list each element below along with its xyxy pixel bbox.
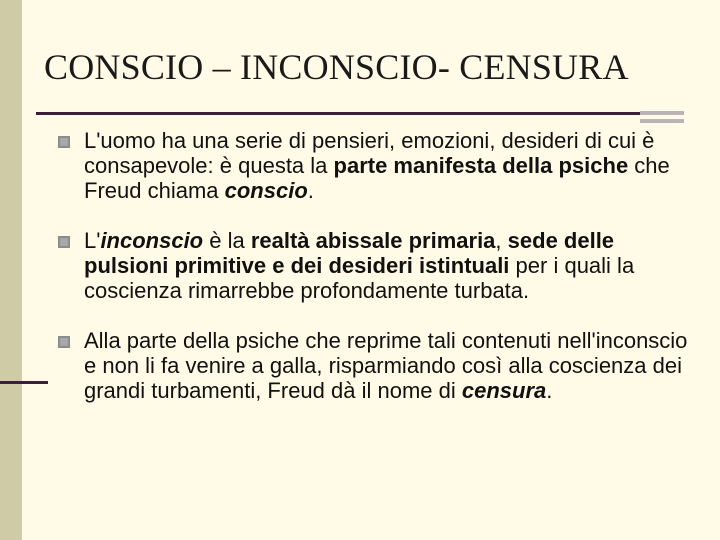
left-decorative-stripe (0, 0, 22, 540)
bullet-text-segment: . (546, 378, 553, 403)
bullet-text-segment: che Freud chiama (84, 153, 670, 203)
bullet-text (84, 328, 687, 403)
title-underline-accent (640, 111, 684, 115)
bullet-text-segment: censura (461, 378, 547, 403)
bullet-text-segment: Alla parte della psiche che reprime tali contenuti nell'inconscio e non li fa venire a galla, risparmiando così alla coscienza dei grandi turbamenti, Freud dà il nome di (84, 328, 688, 403)
square-bullet-icon (58, 136, 70, 148)
bullet-text-segment: realtà abissale primaria (250, 228, 496, 253)
square-bullet-icon (58, 236, 70, 248)
bullet-text-segment: L' (84, 228, 101, 253)
bullet-text-segment: parte manifesta della psiche (333, 153, 629, 178)
bullet-text-segment: conscio (224, 178, 308, 203)
bullet-list (58, 128, 688, 428)
bullet-text-segment: , (495, 228, 508, 253)
bullet-item (58, 128, 688, 203)
bullet-item (58, 328, 688, 403)
bullet-text (84, 228, 634, 303)
bullet-text-segment: inconscio (100, 228, 204, 253)
square-bullet-icon (58, 336, 70, 348)
slide-title: CONSCIO – INCONSCIO- CENSURA (44, 47, 629, 87)
bullet-text-segment: per i quali la coscienza rimarrebbe profondamente turbata. (84, 253, 635, 303)
bullet-text-segment: sede delle pulsioni primitive e dei desideri istintuali (84, 228, 615, 278)
stripe-accent-bar (0, 381, 48, 384)
bullet-text-segment: è la (203, 228, 251, 253)
title-underline (36, 112, 666, 115)
bullet-text-segment: . (307, 178, 314, 203)
bullet-text-segment: L'uomo ha una serie di pensieri, emozioni, desideri di cui è consapevole: è questa la (84, 128, 655, 178)
bullet-text (84, 128, 670, 203)
title-underline-accent-2 (640, 119, 684, 123)
bullet-item (58, 228, 688, 303)
